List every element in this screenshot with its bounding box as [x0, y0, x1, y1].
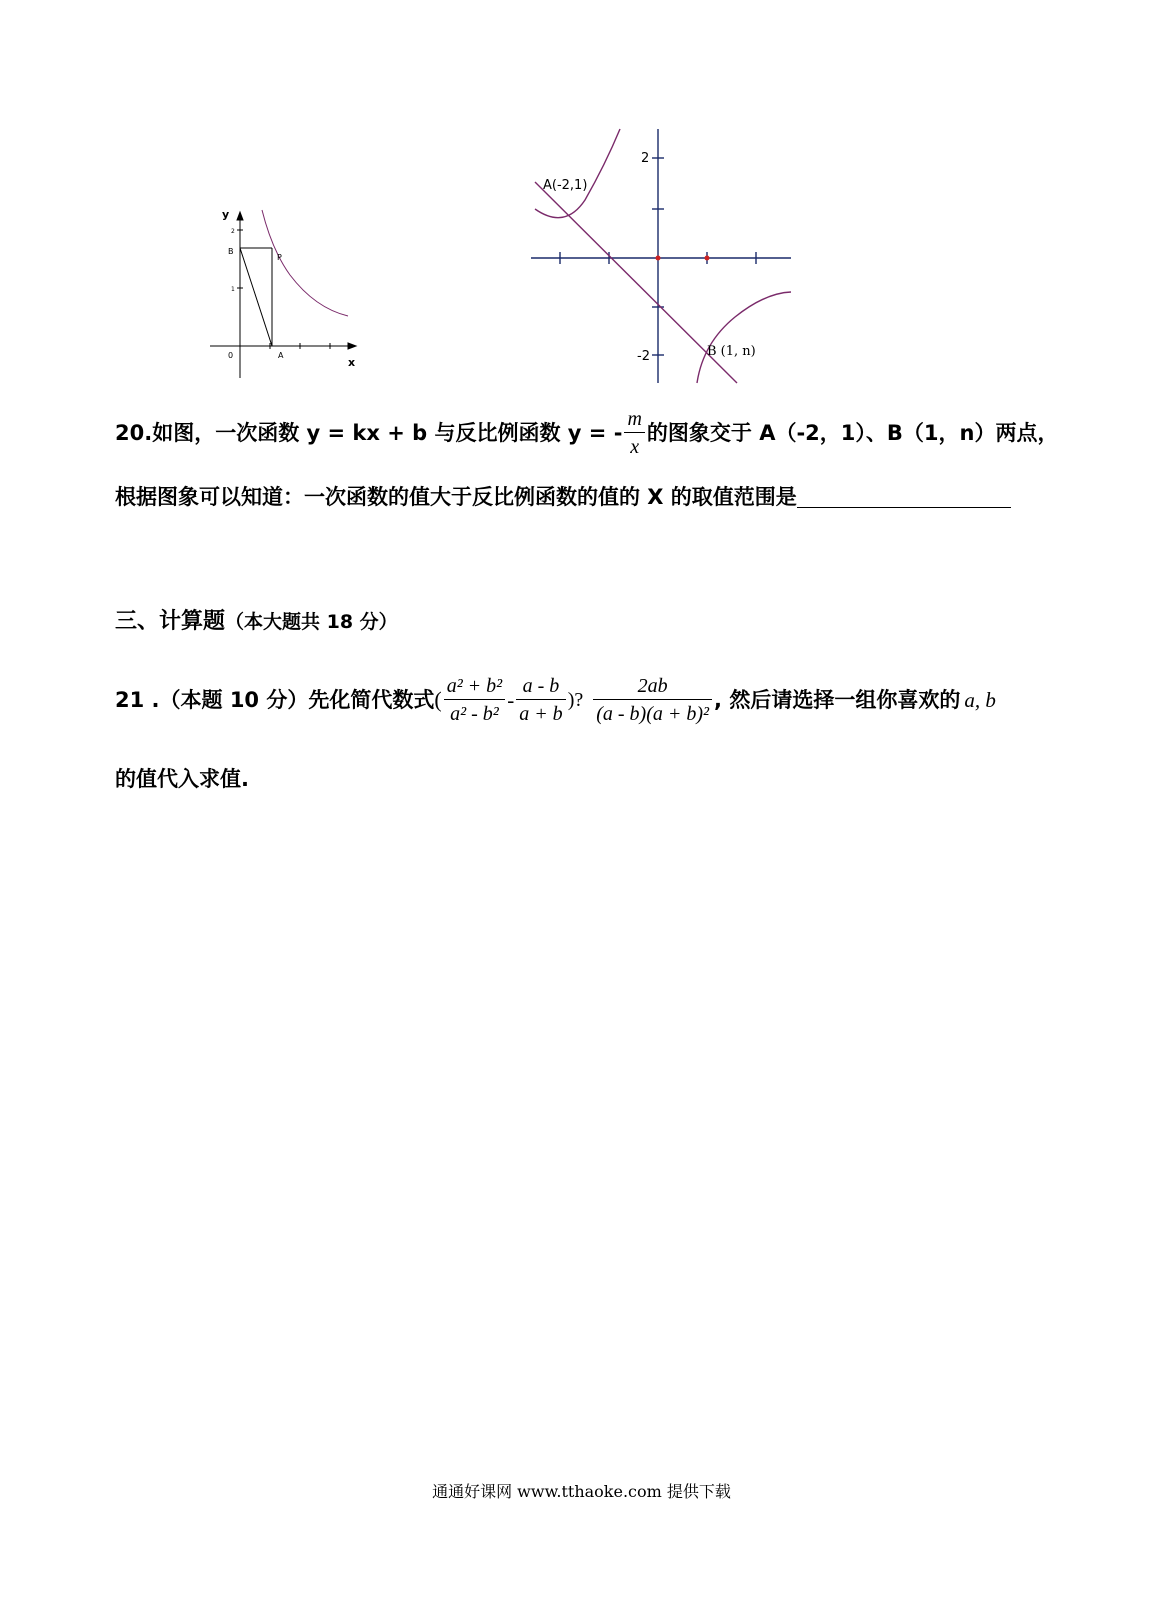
q21-line2: [115, 769, 249, 790]
left-graph: [200, 200, 370, 380]
q20-line2-text: 根据图象可以知道：一次函数的值大于反比例函数的值的 X 的取值范围是: [115, 485, 797, 509]
q21-open-paren: (: [434, 687, 442, 712]
right-tick-2: 2: [641, 151, 650, 166]
q20-line1-prefix: 20.如图，一次函数 y = kx + b 与反比例函数 y = -: [115, 420, 623, 445]
q21-frac2: [516, 676, 566, 724]
right-graph: [525, 125, 795, 387]
left-label-origin: 0: [228, 351, 234, 360]
q21-line2-text: 的值代入求值.: [115, 767, 249, 791]
q21-frac3-num: 2ab: [637, 675, 668, 697]
left-segment-ba: [240, 248, 272, 346]
q21-minus: -: [507, 687, 515, 712]
right-hyperbola-upper: [535, 129, 620, 218]
section3-heading: [115, 611, 398, 633]
q21-frac2-num: a - b: [522, 675, 560, 697]
q21-line1: [115, 670, 996, 730]
left-label-p: P: [277, 253, 282, 262]
q21-frac1-num: a² + b²: [446, 675, 503, 697]
left-label-a: A: [278, 351, 284, 360]
section3-note: （本大题共 18 分）: [225, 611, 398, 633]
left-y-arrow: [237, 212, 243, 220]
q21-vars: a, b: [964, 687, 996, 712]
page-footer: 通通好课网 www.tthaoke.com 提供下载: [432, 1482, 731, 1501]
q20-line1-suffix: 的图象交于 A（-2，1）、B（1，n）两点，: [646, 420, 1059, 445]
q21-frac2-den: a + b: [516, 699, 566, 724]
q21-frac3-den: (a - b)(a + b)²: [593, 699, 712, 724]
q20-line1: [115, 405, 1058, 461]
right-point-one: [705, 256, 710, 261]
left-label-y: y: [222, 208, 230, 221]
q21-suffix: , 然后请选择一组你喜欢的: [714, 687, 961, 712]
right-hyperbola-lower: [697, 292, 791, 383]
q21-prefix: 21 .（本题 10 分）先化简代数式: [115, 687, 435, 712]
q21-frac1: [444, 676, 506, 724]
left-tick-1: 1: [231, 286, 235, 293]
left-hyperbola: [262, 210, 348, 316]
right-point-origin: [656, 256, 661, 261]
q20-frac-num: m: [627, 408, 642, 430]
right-label-a: A(-2,1): [543, 178, 588, 193]
q21-frac3: [593, 676, 712, 724]
right-label-b: B (1, n): [707, 344, 756, 359]
q21-frac1-den: a² - b²: [444, 699, 506, 724]
q20-line2: [115, 487, 1011, 508]
q20-answer-blank: [797, 489, 1011, 508]
right-tick-neg2: -2: [637, 349, 650, 364]
left-label-x: x: [348, 356, 356, 369]
q21-close-q: )?: [567, 689, 584, 711]
left-label-b: B: [228, 247, 234, 256]
q20-fraction: [624, 409, 644, 457]
left-tick-2: 2: [231, 228, 235, 235]
q20-frac-den: x: [624, 432, 644, 457]
section3-title: 三、计算题: [115, 609, 226, 634]
left-x-arrow: [348, 343, 356, 349]
